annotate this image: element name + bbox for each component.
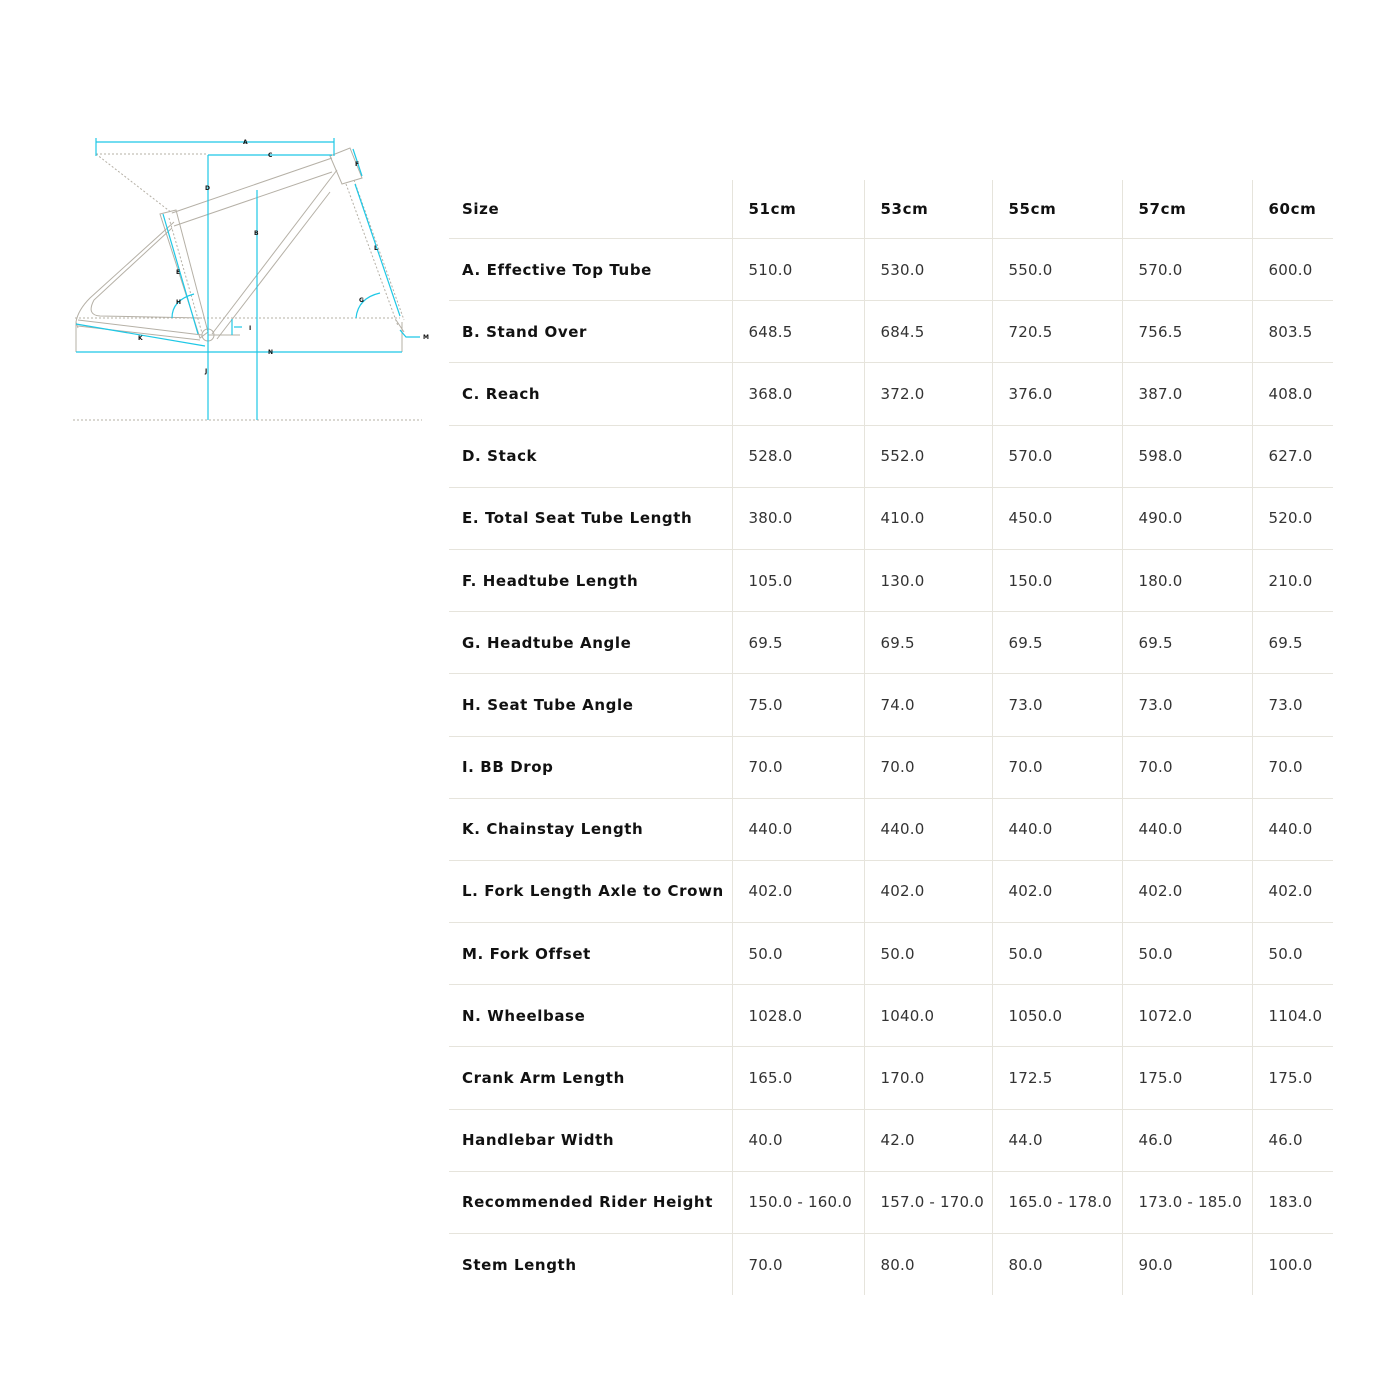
bike-frame-outline xyxy=(73,148,422,420)
row-label: L. Fork Length Axle to Crown xyxy=(449,860,732,922)
row-value: 73.0 xyxy=(1122,674,1252,736)
row-value: 550.0 xyxy=(992,239,1122,301)
row-value: 46.0 xyxy=(1122,1109,1252,1171)
row-value: 70.0 xyxy=(1252,736,1333,798)
row-value: 50.0 xyxy=(992,923,1122,985)
row-value: 70.0 xyxy=(992,736,1122,798)
row-value: 50.0 xyxy=(864,923,992,985)
row-value: 73.0 xyxy=(992,674,1122,736)
table-row xyxy=(449,1234,1333,1296)
row-value: 69.5 xyxy=(992,612,1122,674)
row-value: 70.0 xyxy=(1122,736,1252,798)
row-value: 172.5 xyxy=(992,1047,1122,1109)
row-label: A. Effective Top Tube xyxy=(449,239,732,301)
row-value: 440.0 xyxy=(732,798,864,860)
row-label: G. Headtube Angle xyxy=(449,612,732,674)
row-value: 40.0 xyxy=(732,1109,864,1171)
row-value: 528.0 xyxy=(732,425,864,487)
row-value: 530.0 xyxy=(864,239,992,301)
label-m: M xyxy=(423,334,429,341)
table-row xyxy=(449,798,1333,860)
row-label: K. Chainstay Length xyxy=(449,798,732,860)
row-value: 69.5 xyxy=(1122,612,1252,674)
row-value: 175.0 xyxy=(1122,1047,1252,1109)
header-size-53: 53cm xyxy=(864,180,992,239)
row-value: 50.0 xyxy=(1122,923,1252,985)
row-value: 105.0 xyxy=(732,549,864,611)
row-value: 598.0 xyxy=(1122,425,1252,487)
row-value: 684.5 xyxy=(864,301,992,363)
row-value: 80.0 xyxy=(992,1234,1122,1296)
row-value: 520.0 xyxy=(1252,487,1333,549)
label-b: B xyxy=(254,230,259,237)
row-value: 75.0 xyxy=(732,674,864,736)
label-l: L xyxy=(374,245,378,252)
row-value: 44.0 xyxy=(992,1109,1122,1171)
table-row xyxy=(449,1171,1333,1233)
row-value: 410.0 xyxy=(864,487,992,549)
row-value: 720.5 xyxy=(992,301,1122,363)
row-value: 69.5 xyxy=(1252,612,1333,674)
label-k: K xyxy=(138,335,143,342)
table-row xyxy=(449,363,1333,425)
row-value: 380.0 xyxy=(732,487,864,549)
row-label: Recommended Rider Height xyxy=(449,1171,732,1233)
row-value: 648.5 xyxy=(732,301,864,363)
row-label: E. Total Seat Tube Length xyxy=(449,487,732,549)
row-value: 50.0 xyxy=(732,923,864,985)
row-value: 157.0 - 170.0 xyxy=(864,1171,992,1233)
label-e: E xyxy=(176,269,181,276)
row-value: 376.0 xyxy=(992,363,1122,425)
table-header-row xyxy=(449,180,1333,239)
row-value: 69.5 xyxy=(732,612,864,674)
row-value: 402.0 xyxy=(1122,860,1252,922)
row-value: 570.0 xyxy=(1122,239,1252,301)
row-label: I. BB Drop xyxy=(449,736,732,798)
header-size-60: 60cm xyxy=(1252,180,1333,239)
row-value: 46.0 xyxy=(1252,1109,1333,1171)
table-row xyxy=(449,985,1333,1047)
row-value: 70.0 xyxy=(732,736,864,798)
row-value: 600.0 xyxy=(1252,239,1333,301)
table-row xyxy=(449,923,1333,985)
row-value: 50.0 xyxy=(1252,923,1333,985)
row-value: 450.0 xyxy=(992,487,1122,549)
row-value: 510.0 xyxy=(732,239,864,301)
row-value: 70.0 xyxy=(864,736,992,798)
label-c: C xyxy=(268,152,273,159)
row-value: 440.0 xyxy=(1122,798,1252,860)
table-row xyxy=(449,425,1333,487)
row-value: 368.0 xyxy=(732,363,864,425)
row-value: 402.0 xyxy=(864,860,992,922)
row-value: 165.0 - 178.0 xyxy=(992,1171,1122,1233)
table-row xyxy=(449,860,1333,922)
table-row xyxy=(449,239,1333,301)
row-label: B. Stand Over xyxy=(449,301,732,363)
row-value: 803.5 xyxy=(1252,301,1333,363)
row-value: 402.0 xyxy=(1252,860,1333,922)
row-value: 180.0 xyxy=(1122,549,1252,611)
row-label: C. Reach xyxy=(449,363,732,425)
row-value: 1028.0 xyxy=(732,985,864,1047)
table-row xyxy=(449,301,1333,363)
row-value: 73.0 xyxy=(1252,674,1333,736)
label-g: G xyxy=(359,297,364,304)
row-value: 756.5 xyxy=(1122,301,1252,363)
row-value: 69.5 xyxy=(864,612,992,674)
row-value: 402.0 xyxy=(992,860,1122,922)
table-row xyxy=(449,674,1333,736)
row-value: 74.0 xyxy=(864,674,992,736)
table-row xyxy=(449,736,1333,798)
row-value: 90.0 xyxy=(1122,1234,1252,1296)
row-value: 80.0 xyxy=(864,1234,992,1296)
label-f: F xyxy=(355,161,360,168)
geometry-table xyxy=(449,180,1333,1295)
row-label: F. Headtube Length xyxy=(449,549,732,611)
label-d: D xyxy=(205,185,210,192)
header-size-51: 51cm xyxy=(732,180,864,239)
row-value: 387.0 xyxy=(1122,363,1252,425)
row-value: 175.0 xyxy=(1252,1047,1333,1109)
row-label: Stem Length xyxy=(462,1255,577,1274)
row-value: 372.0 xyxy=(864,363,992,425)
row-value: 490.0 xyxy=(1122,487,1252,549)
header-size-label: Size xyxy=(449,180,732,239)
row-value: 627.0 xyxy=(1252,425,1333,487)
row-value: 552.0 xyxy=(864,425,992,487)
frame-geometry-diagram xyxy=(60,130,440,430)
row-value: 440.0 xyxy=(992,798,1122,860)
label-a: A xyxy=(243,139,248,146)
table-row xyxy=(449,1047,1333,1109)
row-value: 130.0 xyxy=(864,549,992,611)
row-value: 170.0 xyxy=(864,1047,992,1109)
row-value: 42.0 xyxy=(864,1109,992,1171)
row-label: N. Wheelbase xyxy=(449,985,732,1047)
row-value: 1040.0 xyxy=(864,985,992,1047)
label-n: N xyxy=(268,349,274,356)
row-value: 70.0 xyxy=(732,1234,864,1296)
row-value: 408.0 xyxy=(1252,363,1333,425)
row-value: 402.0 xyxy=(732,860,864,922)
row-label: Handlebar Width xyxy=(449,1109,732,1171)
row-value: 150.0 - 160.0 xyxy=(732,1171,864,1233)
dimension-lines xyxy=(76,138,420,420)
row-value: 173.0 - 185.0 xyxy=(1122,1171,1252,1233)
row-label: D. Stack xyxy=(449,425,732,487)
table-row xyxy=(449,612,1333,674)
row-value: 440.0 xyxy=(1252,798,1333,860)
table-row xyxy=(449,1109,1333,1171)
header-size-55: 55cm xyxy=(992,180,1122,239)
row-value: 1104.0 xyxy=(1252,985,1333,1047)
label-j: J xyxy=(205,368,208,375)
table-row xyxy=(449,487,1333,549)
row-value: 100.0 xyxy=(1252,1234,1333,1296)
row-value: 165.0 xyxy=(732,1047,864,1109)
table-row xyxy=(449,549,1333,611)
row-value: 570.0 xyxy=(992,425,1122,487)
row-label: M. Fork Offset xyxy=(449,923,732,985)
row-label: H. Seat Tube Angle xyxy=(449,674,732,736)
row-value: 210.0 xyxy=(1252,549,1333,611)
label-i: I xyxy=(249,325,252,332)
header-size-57: 57cm xyxy=(1122,180,1252,239)
row-label: Crank Arm Length xyxy=(449,1047,732,1109)
row-value: 1072.0 xyxy=(1122,985,1252,1047)
label-h: H xyxy=(176,299,182,306)
row-value: 183.0 xyxy=(1252,1171,1333,1233)
row-value: 440.0 xyxy=(864,798,992,860)
row-value: 150.0 xyxy=(992,549,1122,611)
row-value: 1050.0 xyxy=(992,985,1122,1047)
